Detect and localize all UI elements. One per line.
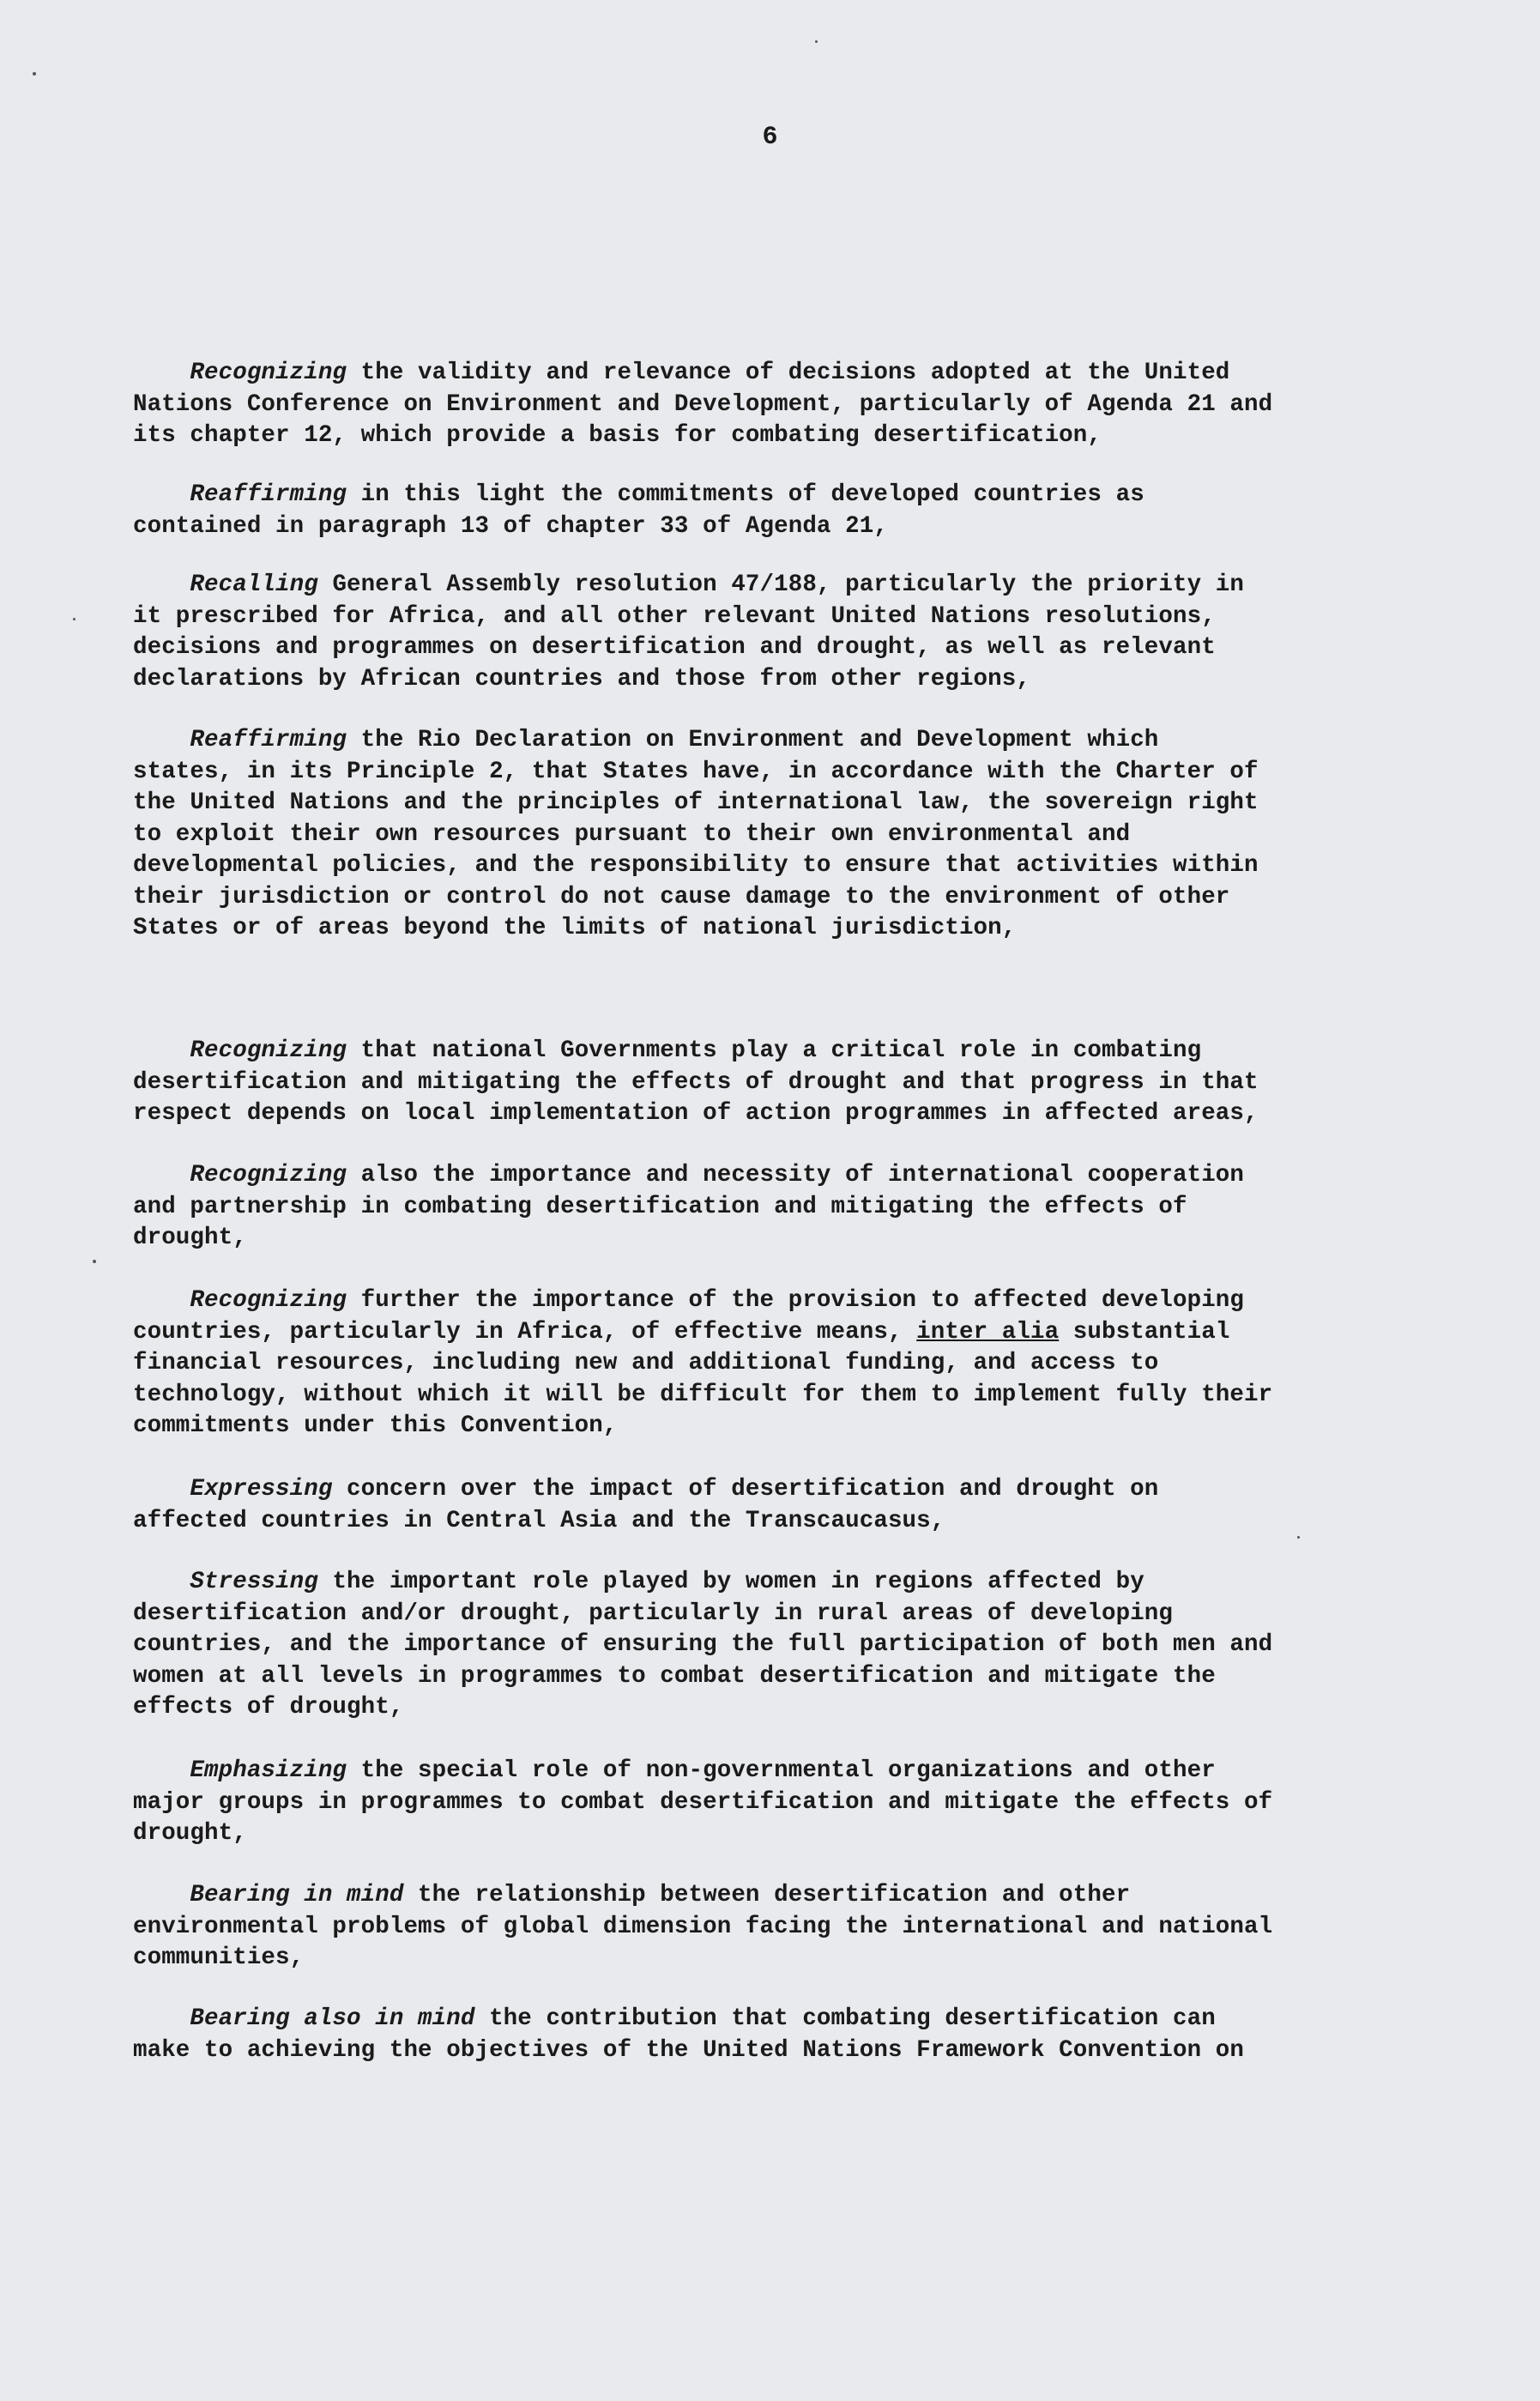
- paragraph: [133, 1880, 1420, 1975]
- paragraph-line: make to achieving the objectives of the United Nations Framework Convention on: [133, 2036, 1245, 2064]
- scan-speck: [815, 40, 818, 43]
- paragraph-line: the contribution that combating desertification can: [474, 2005, 1216, 2032]
- paragraph: [133, 1567, 1420, 1724]
- paragraph-line: drought,: [133, 1225, 247, 1251]
- paragraph-line: States or of areas beyond the limits of national jurisdiction,: [133, 915, 1017, 941]
- scan-speck: [93, 1260, 96, 1263]
- scan-speck: [73, 618, 75, 620]
- paragraph: [133, 480, 1420, 542]
- page-number: 6: [762, 123, 778, 152]
- paragraph-line: and partnership in combating desertification and mitigating the effects of: [133, 1193, 1187, 1220]
- paragraph: [133, 2004, 1420, 2066]
- paragraph-lead: Reaffirming: [133, 727, 347, 753]
- paragraph-line: effects of drought,: [133, 1694, 404, 1721]
- paragraph-lead: Recalling: [133, 572, 318, 598]
- paragraph-line: communities,: [133, 1944, 305, 1971]
- paragraph-line: commitments under this Convention,: [133, 1412, 618, 1439]
- paragraph-line: drought,: [133, 1820, 247, 1847]
- paragraph-line: the validity and relevance of decisions adopted at the United: [347, 360, 1230, 386]
- paragraph-line: respect depends on local implementation of action programmes in affected areas,: [133, 1100, 1259, 1127]
- paragraph: [133, 1160, 1420, 1255]
- paragraph-lead: Stressing: [133, 1569, 318, 1595]
- paragraph-line: countries, particularly in Africa, of effective means, inter alia substantial: [133, 1318, 1230, 1346]
- scan-speck: [33, 72, 36, 76]
- paragraph-line: financial resources, including new and additional funding, and access to: [133, 1350, 1159, 1376]
- paragraph: [133, 358, 1420, 452]
- paragraph-line: countries, and the importance of ensuring the full participation of both men and: [133, 1631, 1273, 1658]
- paragraph-line: in this light the commitments of developed countries as: [347, 481, 1144, 508]
- paragraph: [133, 570, 1420, 695]
- paragraph-lead: Bearing in mind: [133, 1882, 404, 1908]
- paragraph-line: it prescribed for Africa, and all other relevant United Nations resolutions,: [133, 602, 1216, 630]
- paragraph-line: the important role played by women in regions affected by: [317, 1569, 1144, 1595]
- paragraph-lead: Recognizing: [133, 1287, 347, 1314]
- paragraph-line: its chapter 12, which provide a basis for combating desertification,: [133, 422, 1102, 449]
- paragraph-line: states, in its Principle 2, that States have, in accordance with the Charter of: [133, 758, 1259, 785]
- paragraph-lead: Expressing: [133, 1476, 333, 1503]
- paragraph-lead: Emphasizing: [133, 1757, 347, 1784]
- paragraph-line: the United Nations and the principles of international law, the sovereign right: [133, 789, 1259, 816]
- paragraph-line: to exploit their own resources pursuant to their own environmental and: [133, 820, 1131, 848]
- paragraph-line: the relationship between desertification and other: [403, 1882, 1131, 1908]
- paragraph-line: decisions and programmes on desertification and drought, as well as relevant: [133, 634, 1216, 661]
- paragraph-line: affected countries in Central Asia and the Transcaucasus,: [133, 1507, 945, 1534]
- paragraph-line: Nations Conference on Environment and Development, particularly of Agenda 21 and: [133, 390, 1273, 418]
- paragraph: [133, 1756, 1420, 1850]
- paragraph-lead: Bearing also in mind: [133, 2005, 475, 2032]
- scan-speck: [1297, 1536, 1300, 1539]
- paragraph-line: their jurisdiction or control do not cause damage to the environment of other: [133, 883, 1230, 910]
- paragraph-line: desertification and/or drought, particularly in rural areas of developing: [133, 1600, 1173, 1627]
- paragraph-line: also the importance and necessity of international cooperation: [347, 1162, 1245, 1188]
- paragraph: [133, 1036, 1420, 1130]
- paragraph-lead: Recognizing: [133, 1162, 347, 1188]
- paragraph-line: developmental policies, and the responsibility to ensure that activities within: [133, 852, 1259, 879]
- paragraph: [133, 725, 1420, 945]
- paragraph-lead: Recognizing: [133, 1037, 347, 1064]
- paragraph: [133, 1474, 1420, 1537]
- paragraph: [133, 1285, 1420, 1442]
- paragraph-line: environmental problems of global dimension facing the international and national: [133, 1913, 1273, 1940]
- paragraph-line: desertification and mitigating the effects of drought and that progress in that: [133, 1068, 1259, 1096]
- paragraph-lead: Recognizing: [133, 360, 347, 386]
- paragraph-line: declarations by African countries and those from other regions,: [133, 665, 1030, 692]
- paragraph-line: General Assembly resolution 47/188, particularly the priority in: [317, 572, 1245, 598]
- paragraph-line: that national Governments play a critical role in combating: [347, 1037, 1202, 1064]
- paragraph-line: concern over the impact of desertification and drought on: [332, 1476, 1159, 1503]
- paragraph-line: women at all levels in programmes to combat desertification and mitigate the: [133, 1662, 1216, 1690]
- paragraph-line: further the importance of the provision to affected developing: [347, 1287, 1245, 1314]
- paragraph-line: the special role of non-governmental organizations and other: [347, 1757, 1216, 1784]
- paragraph-lead: Reaffirming: [133, 481, 347, 508]
- paragraph-line: the Rio Declaration on Environment and Development which: [347, 727, 1159, 753]
- paragraph-line: contained in paragraph 13 of chapter 33 of Agenda 21,: [133, 512, 888, 540]
- paragraph-line: major groups in programmes to combat desertification and mitigate the effects of: [133, 1788, 1273, 1816]
- paragraph-line: technology, without which it will be difficult for them to implement fully their: [133, 1381, 1273, 1408]
